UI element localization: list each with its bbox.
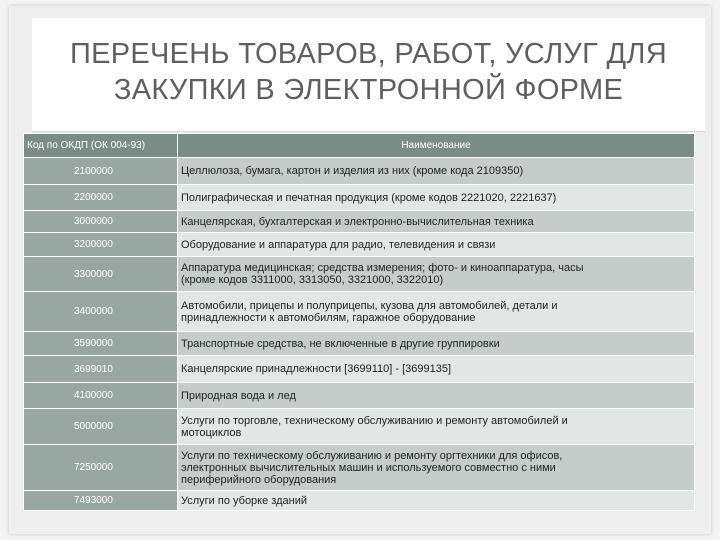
table-row — [24, 383, 695, 409]
row-name: Аппаратура медицинская; средства измерения; фото- и киноаппаратура, часы (кроме кодов 3311000, 3313050, 3321000, 3322010) — [178, 257, 695, 292]
row-name: Канцелярская, бухгалтерская и электронно-вычислительная техника — [178, 211, 695, 233]
table-row — [24, 185, 695, 211]
title-box — [32, 18, 705, 132]
row-code: 4100000 — [24, 383, 178, 409]
table-row — [24, 356, 695, 383]
row-code: 3400000 — [24, 292, 178, 332]
row-name: Услуги по уборке зданий — [178, 491, 695, 511]
row-code: 2200000 — [24, 185, 178, 211]
slide-title — [32, 18, 705, 108]
row-code: 3699010 — [24, 356, 178, 383]
row-code: 3590000 — [24, 332, 178, 356]
row-code: 7493000 — [24, 491, 178, 511]
title-line-1: ПЕРЕЧЕНЬ ТОВАРОВ, РАБОТ, УСЛУГ ДЛЯ — [69, 38, 668, 70]
row-name: Целлюлоза, бумага, картон и изделия из них (кроме кода 2109350) — [178, 158, 695, 185]
title-line-2: ЗАКУПКИ В ЭЛЕКТРОННОЙ ФОРМЕ — [113, 74, 624, 106]
table-header-row — [24, 134, 695, 158]
header-name: Наименование — [178, 134, 695, 158]
table-row — [24, 409, 695, 445]
row-name: Транспортные средства, не включенные в другие группировки — [178, 332, 695, 356]
row-code: 2100000 — [24, 158, 178, 185]
table-row — [24, 445, 695, 491]
table-row — [24, 158, 695, 185]
row-name: Услуги по торговле, техническому обслуживанию и ремонту автомобилей и мотоциклов — [178, 409, 695, 445]
row-code: 5000000 — [24, 409, 178, 445]
table-row — [24, 292, 695, 332]
row-code: 7250000 — [24, 445, 178, 491]
row-name: Услуги по техническому обслуживанию и ремонту оргтехники для офисов, электронных вычислительных машин и используемого совместно с ними периферийного оборудования — [178, 445, 695, 491]
table-row — [24, 233, 695, 257]
row-code: 3000000 — [24, 211, 178, 233]
table-row — [24, 332, 695, 356]
row-name: Оборудование и аппаратура для радио, телевидения и связи — [178, 233, 695, 257]
table-row — [24, 257, 695, 292]
table-row — [24, 491, 695, 511]
goods-table — [23, 133, 695, 511]
row-name: Канцелярские принадлежности [3699110] - [3699135] — [178, 356, 695, 383]
table-row — [24, 211, 695, 233]
row-name: Полиграфическая и печатная продукция (кроме кодов 2221020, 2221637) — [178, 185, 695, 211]
row-name: Природная вода и лед — [178, 383, 695, 409]
header-code: Код по ОКДП (ОК 004-93) — [24, 134, 178, 158]
row-name: Автомобили, прицепы и полуприцепы, кузова для автомобилей, детали и принадлежности к автомобилям, гаражное оборудование — [178, 292, 695, 332]
row-code: 3300000 — [24, 257, 178, 292]
row-code: 3200000 — [24, 233, 178, 257]
